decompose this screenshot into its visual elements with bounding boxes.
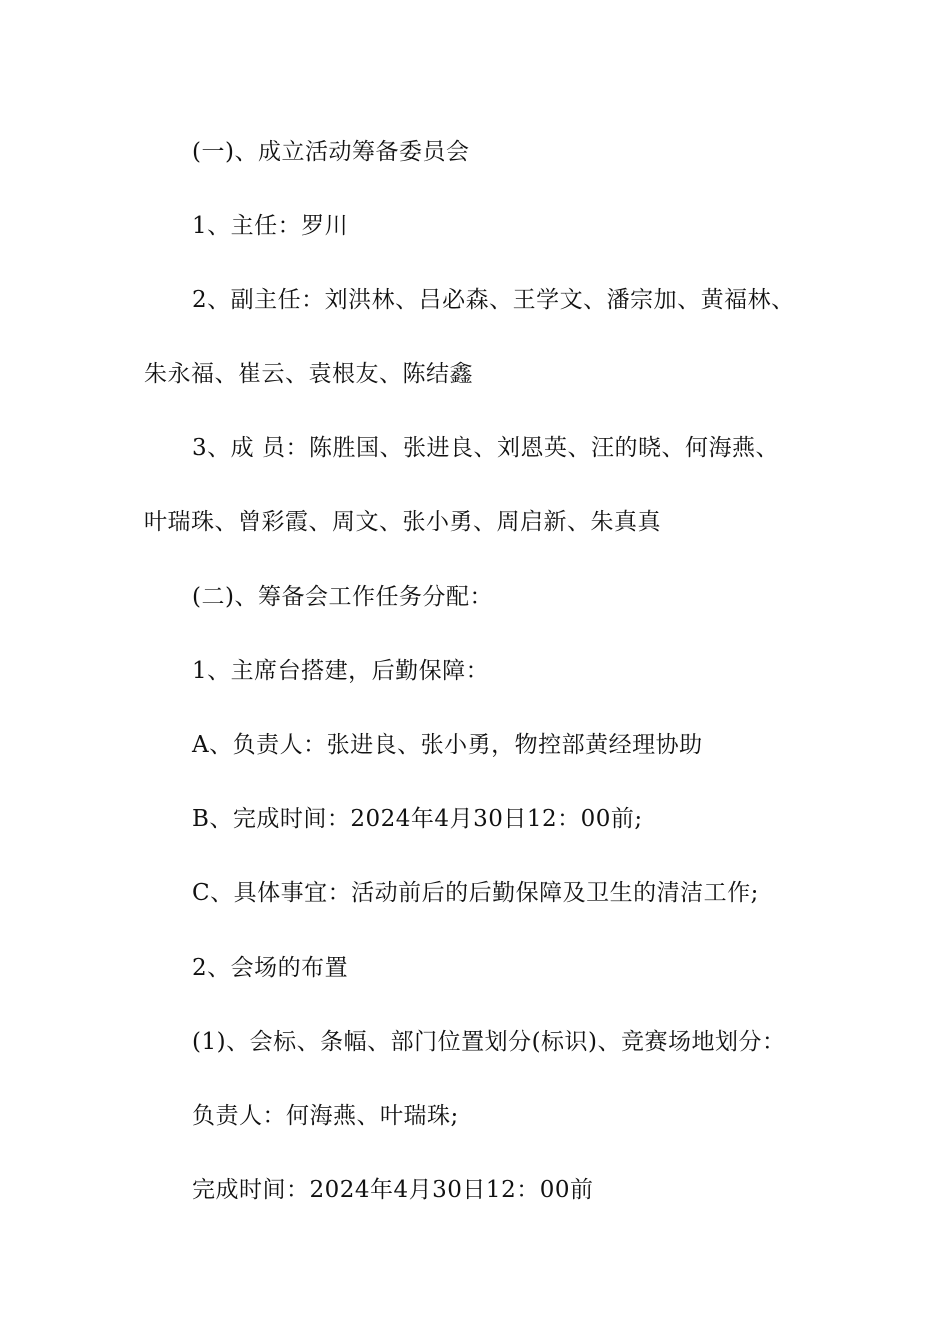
item-director: 1、主任：罗川: [192, 213, 349, 239]
item-members: 3、成 员：陈胜国、张进良、刘恩英、汪的晓、何海燕、: [192, 435, 779, 461]
task-venue-owner: 负责人：何海燕、叶瑞珠;: [192, 1103, 459, 1129]
item-members-continued: 叶瑞珠、曾彩霞、周文、张小勇、周启新、朱真真: [144, 509, 661, 535]
task-stage-logistics: 1、主席台搭建，后勤保障：: [192, 658, 490, 684]
task-stage-owner: A、负责人：张进良、张小勇，物控部黄经理协助: [192, 732, 703, 758]
task-venue-setup: 2、会场的布置: [192, 955, 349, 981]
section-heading-committee: (一)、成立活动筹备委员会: [192, 139, 470, 165]
section-heading-task-assignment: (二)、筹备会工作任务分配：: [192, 584, 493, 610]
item-vice-directors-continued: 朱永福、崔云、袁根友、陈结鑫: [144, 361, 473, 387]
task-stage-deadline: B、完成时间：2024年4月30日12：00前;: [192, 806, 643, 832]
item-vice-directors: 2、副主任：刘洪林、吕必森、王学文、潘宗加、黄福林、: [192, 287, 795, 313]
task-venue-subitem: (1)、会标、条幅、部门位置划分(标识)、竞赛场地划分：: [192, 1029, 786, 1055]
task-venue-deadline: 完成时间：2024年4月30日12：00前: [192, 1177, 594, 1203]
task-stage-details: C、具体事宜：活动前后的后勤保障及卫生的清洁工作;: [192, 880, 759, 906]
